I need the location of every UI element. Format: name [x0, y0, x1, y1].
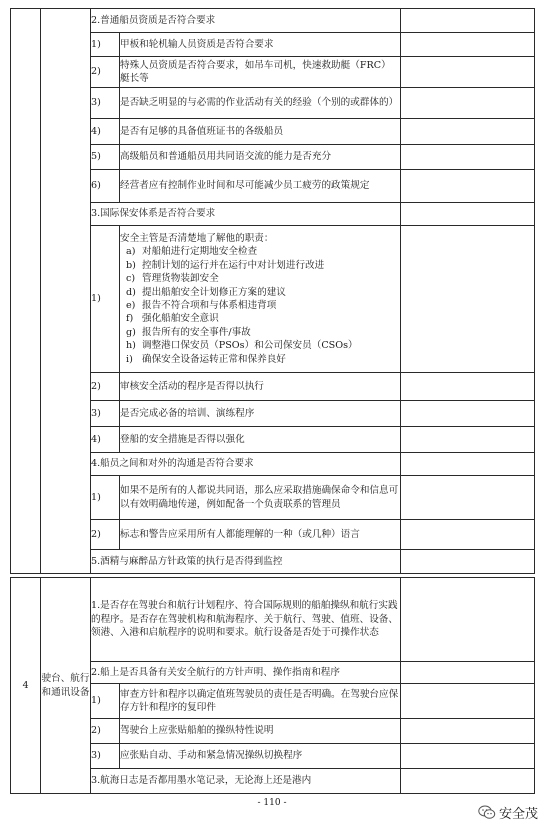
check-cell[interactable] — [401, 769, 535, 794]
item-num: 2) — [91, 373, 120, 401]
check-cell[interactable] — [401, 170, 535, 203]
item-text: 是否有足够的具备值班证书的各级船员 — [120, 119, 401, 145]
item-text: 标志和警告应采用所有人都能理解的一种（或几种）语言 — [120, 520, 401, 550]
checklist-table-group4 — [10, 577, 535, 794]
wechat-icon — [478, 805, 496, 820]
check-cell[interactable] — [401, 226, 535, 373]
check-cell[interactable] — [401, 119, 535, 145]
check-cell[interactable] — [401, 427, 535, 453]
item-num: 3) — [91, 401, 120, 427]
check-cell[interactable] — [401, 9, 535, 33]
check-cell[interactable] — [401, 550, 535, 574]
item-num: 6) — [91, 170, 120, 203]
duty-list-head: 安全主管是否清楚地了解他的职责： — [120, 232, 274, 244]
list-item: d) 提出船舶安全计划修正方案的建议 — [126, 286, 286, 298]
item-text: 登船的安全措施是否得以强化 — [120, 427, 401, 453]
list-item: g) 报告所有的安全事件/事故 — [126, 326, 251, 338]
area-cell — [41, 9, 91, 574]
check-cell[interactable] — [401, 744, 535, 769]
item-num: 1) — [91, 476, 120, 520]
duty-list — [120, 226, 401, 373]
item-num: 2) — [91, 57, 120, 88]
area-cell: 驶台、航行和通讯设备 — [41, 578, 91, 794]
check-cell[interactable] — [401, 88, 535, 119]
item-text: 是否缺乏明显的与必需的作业活动有关的经验（个别的或群体的） — [120, 88, 401, 119]
item-num: 2) — [91, 520, 120, 550]
list-item: e) 报告不符合项和与体系相违背项 — [126, 300, 277, 311]
section-header: 3.国际保安体系是否符合要求 — [91, 203, 401, 226]
item-text: 应张贴自动、手动和紧急情况操纵切换程序 — [120, 744, 401, 769]
page-number: - 110 - — [257, 798, 287, 808]
check-cell[interactable] — [401, 520, 535, 550]
section-header: 2.普通船员资质是否符合要求 — [91, 9, 401, 33]
check-cell[interactable] — [401, 57, 535, 88]
check-cell[interactable] — [401, 684, 535, 719]
check-cell[interactable] — [401, 203, 535, 226]
item-num: 3) — [91, 88, 120, 119]
check-cell[interactable] — [401, 662, 535, 684]
check-cell[interactable] — [401, 401, 535, 427]
item-num: 1) — [91, 226, 120, 373]
item-number-cell: 4 — [11, 578, 41, 794]
item-text: 高级船员和普通船员用共同语交流的能力是否充分 — [120, 145, 401, 170]
watermark — [478, 803, 538, 822]
item-text: 特殊人员资质是否符合要求，如吊车司机，快速救助艇（FRC）艇长等 — [120, 57, 401, 88]
item-text: 驾驶台上应张贴船舶的操纵特性说明 — [120, 719, 401, 744]
check-cell[interactable] — [401, 453, 535, 476]
checklist-table — [10, 8, 535, 574]
list-item: a) 对船舶进行定期地安全检查 — [126, 246, 258, 258]
section-header: 1.是否存在驾驶台和航行计划程序、符合国际规则的船舶操纵和航行实践的程序。是否存在驾驶机构和航海程序、关于航行、驾驶、值班、设备、领港、入港和启航程序的说明和要求。航行设备是否处于可操作状态 — [91, 578, 401, 662]
check-cell[interactable] — [401, 719, 535, 744]
item-text: 如果不是所有的人都说共同语，那么应采取措施确保命令和信息可以有效明确地传递，例如配备一个负责联系的管理员 — [120, 476, 401, 520]
watermark-text: 安全茂 — [498, 807, 538, 822]
item-num: 1) — [91, 684, 120, 719]
item-text: 经营者应有控制作业时间和尽可能减少员工疲劳的政策规定 — [120, 170, 401, 203]
item-text: 审查方针和程序以确定值班驾驶员的责任是否明确。在驾驶台应保存方针和程序的复印件 — [120, 684, 401, 719]
item-text: 是否完成必备的培训、演练程序 — [120, 401, 401, 427]
item-num: 4) — [91, 119, 120, 145]
item-num: 4) — [91, 427, 120, 453]
check-cell[interactable] — [401, 373, 535, 401]
section-header: 2.船上是否具备有关安全航行的方针声明、操作指南和程序 — [91, 662, 401, 684]
list-item: c) 管理货物装卸安全 — [126, 273, 219, 285]
list-item: f) 强化船舶安全意识 — [126, 313, 219, 325]
item-num: 3) — [91, 744, 120, 769]
item-num: 5) — [91, 145, 120, 170]
item-number-cell — [11, 9, 41, 574]
item-text: 甲板和轮机输人员资质是否符合要求 — [120, 33, 401, 57]
section-header: 5.酒精与麻醉品方针政策的执行是否得到监控 — [91, 550, 401, 574]
check-cell[interactable] — [401, 578, 535, 662]
check-cell[interactable] — [401, 476, 535, 520]
list-item: h) 调整港口保安员（PSOs）和公司保安员（CSOs） — [126, 340, 358, 352]
section-header: 4.船员之间和对外的沟通是否符合要求 — [91, 453, 401, 476]
item-num: 2) — [91, 719, 120, 744]
check-cell[interactable] — [401, 33, 535, 57]
item-num: 1) — [91, 33, 120, 57]
list-item: b) 控制计划的运行并在运行中对计划进行改进 — [126, 259, 325, 271]
item-text: 审核安全活动的程序是否得以执行 — [120, 373, 401, 401]
list-item: i) 确保安全设备运转正常和保养良好 — [126, 353, 286, 365]
section-header: 3.航海日志是否都用墨水笔记录，无论海上还是港内 — [91, 769, 401, 794]
check-cell[interactable] — [401, 145, 535, 170]
